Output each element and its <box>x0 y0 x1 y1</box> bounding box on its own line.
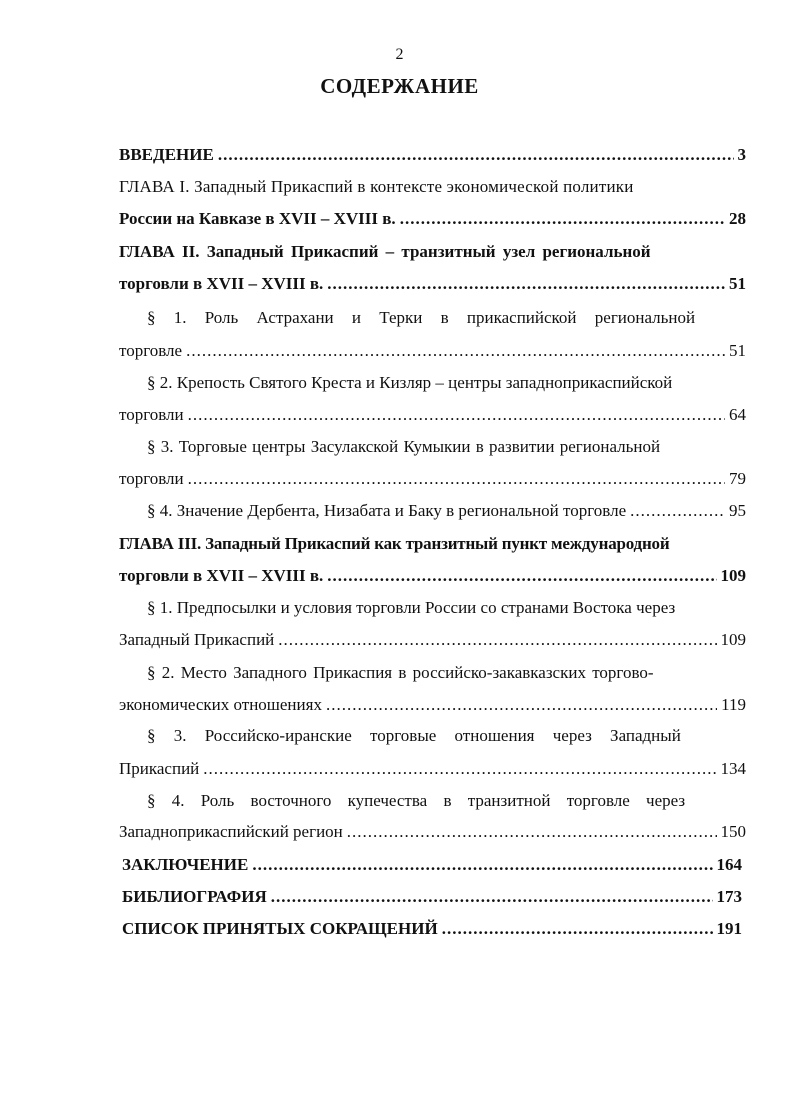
toc-entry-page: 119 <box>721 695 746 714</box>
dot-leader <box>252 853 712 877</box>
toc-entry-section-3-4-line1[interactable] <box>147 789 746 813</box>
toc-entry-page: 109 <box>720 630 746 649</box>
toc-entry-label: Прикаспий <box>119 759 200 778</box>
toc-entry-section-3-3-line1[interactable] <box>147 724 746 748</box>
toc-entry-page: 173 <box>716 887 742 906</box>
toc-entry-label: ЗАКЛЮЧЕНИЕ <box>122 855 249 874</box>
toc-entry-label: экономических отношениях <box>119 695 322 714</box>
toc-entry-label: торговле <box>119 341 183 360</box>
toc-entry-label: России на Кавказе в XVII – XVIII в. <box>119 209 396 228</box>
toc-entry-page: 164 <box>716 855 742 874</box>
dot-leader <box>327 564 716 588</box>
toc-entry-text: § 2. Крепость Святого Креста и Кизляр – центры западноприкаспийской <box>147 373 673 392</box>
toc-entry-text: ГЛАВА III. Западный Прикаспий как транзитный пункт международной <box>119 534 670 553</box>
toc-entry-chapter-2[interactable] <box>119 272 746 296</box>
toc-entry-label: торговли в XVII – XVIII в. <box>119 566 324 585</box>
toc-entry-section-3-2-line1[interactable] <box>147 661 746 685</box>
dot-leader <box>186 339 725 363</box>
toc-entry-label: торговли <box>119 469 184 488</box>
page-number: 2 <box>395 46 404 63</box>
toc-entry-section-2-4[interactable] <box>147 499 746 523</box>
toc-entry-chapter-3-line1[interactable] <box>119 532 746 556</box>
toc-entry-label: БИБЛИОГРАФИЯ <box>122 887 267 906</box>
toc-entry-chapter-2-line1[interactable] <box>119 240 746 264</box>
toc-entry-page: 79 <box>729 469 746 488</box>
toc-entry-page: 51 <box>729 274 746 293</box>
dot-leader <box>347 820 717 844</box>
toc-entry-label: торговли в XVII – XVIII в. <box>119 274 324 293</box>
toc-entry-label: ВВЕДЕНИЕ <box>119 145 214 164</box>
toc-entry-abbreviations[interactable] <box>122 917 742 941</box>
toc-entry-page: 150 <box>720 822 746 841</box>
toc-entry-text: § 4. Роль восточного купечества в транзитной торговле через <box>147 791 686 810</box>
toc-entry-page: 95 <box>729 501 746 520</box>
toc-entry-text: § 1. Предпосылки и условия торговли России со странами Востока через <box>147 598 676 617</box>
toc-entry-page: 51 <box>729 341 746 360</box>
toc-entry-page: 109 <box>720 566 746 585</box>
toc-entry-text: § 2. Место Западного Прикаспия в российско-закавказских торгово- <box>147 663 654 682</box>
toc-entry-section-3-3[interactable] <box>119 757 746 781</box>
dot-leader <box>326 693 717 717</box>
toc-entry-label: § 4. Значение Дербента, Низабата и Баку в региональной торговле <box>147 501 627 520</box>
toc-entry-section-3-4[interactable] <box>119 820 746 844</box>
toc-entry-introduction[interactable] <box>119 143 746 167</box>
toc-entry-bibliography[interactable] <box>122 885 742 909</box>
dot-leader <box>203 757 716 781</box>
toc-entry-page: 28 <box>729 209 746 228</box>
toc-entry-section-3-2[interactable] <box>119 693 746 717</box>
dot-leader <box>278 628 716 652</box>
toc-entry-section-2-3[interactable] <box>119 467 746 491</box>
toc-entry-page: 3 <box>737 145 746 164</box>
dot-leader <box>630 499 725 523</box>
toc-entry-section-2-2-line1[interactable] <box>147 371 746 395</box>
toc-entry-text: § 3. Торговые центры Засулакской Кумыкии в развитии региональной <box>147 437 661 456</box>
toc-entry-chapter-1[interactable] <box>119 207 746 231</box>
toc-entry-page: 134 <box>720 759 746 778</box>
toc-entry-section-2-1-line1[interactable] <box>147 306 746 330</box>
toc-entry-section-2-2[interactable] <box>119 403 746 427</box>
toc-entry-text: § 1. Роль Астрахани и Терки в прикаспийской региональной <box>147 308 696 327</box>
toc-entry-label: Западный Прикаспий <box>119 630 275 649</box>
toc-entry-text: ГЛАВА I. Западный Прикаспий в контексте экономической политики <box>119 177 634 196</box>
toc-entry-text: ГЛАВА II. Западный Прикаспий – транзитный узел региональной <box>119 242 651 261</box>
toc-entry-page: 191 <box>716 919 742 938</box>
dot-leader <box>218 143 734 167</box>
toc-entry-label: Западноприкаспийский регион <box>119 822 343 841</box>
toc-entry-section-2-1[interactable] <box>119 339 746 363</box>
toc-entry-text: § 3. Российско-иранские торговые отношения через Западный <box>147 726 681 745</box>
dot-leader <box>188 403 725 427</box>
toc-entry-label: торговли <box>119 405 184 424</box>
dot-leader <box>271 885 713 909</box>
dot-leader <box>327 272 725 296</box>
toc-entry-section-3-1[interactable] <box>119 628 746 652</box>
dot-leader <box>400 207 725 231</box>
toc-entry-section-2-3-line1[interactable] <box>147 435 746 459</box>
toc-entry-chapter-1-line1[interactable] <box>119 175 746 199</box>
toc-entry-page: 64 <box>729 405 746 424</box>
page-title: СОДЕРЖАНИЕ <box>320 74 479 98</box>
toc-entry-label: СПИСОК ПРИНЯТЫХ СОКРАЩЕНИЙ <box>122 919 438 938</box>
toc-entry-conclusion[interactable] <box>122 853 742 877</box>
toc-entry-chapter-3[interactable] <box>119 564 746 588</box>
dot-leader <box>442 917 713 941</box>
dot-leader <box>188 467 725 491</box>
toc-entry-section-3-1-line1[interactable] <box>147 596 746 620</box>
